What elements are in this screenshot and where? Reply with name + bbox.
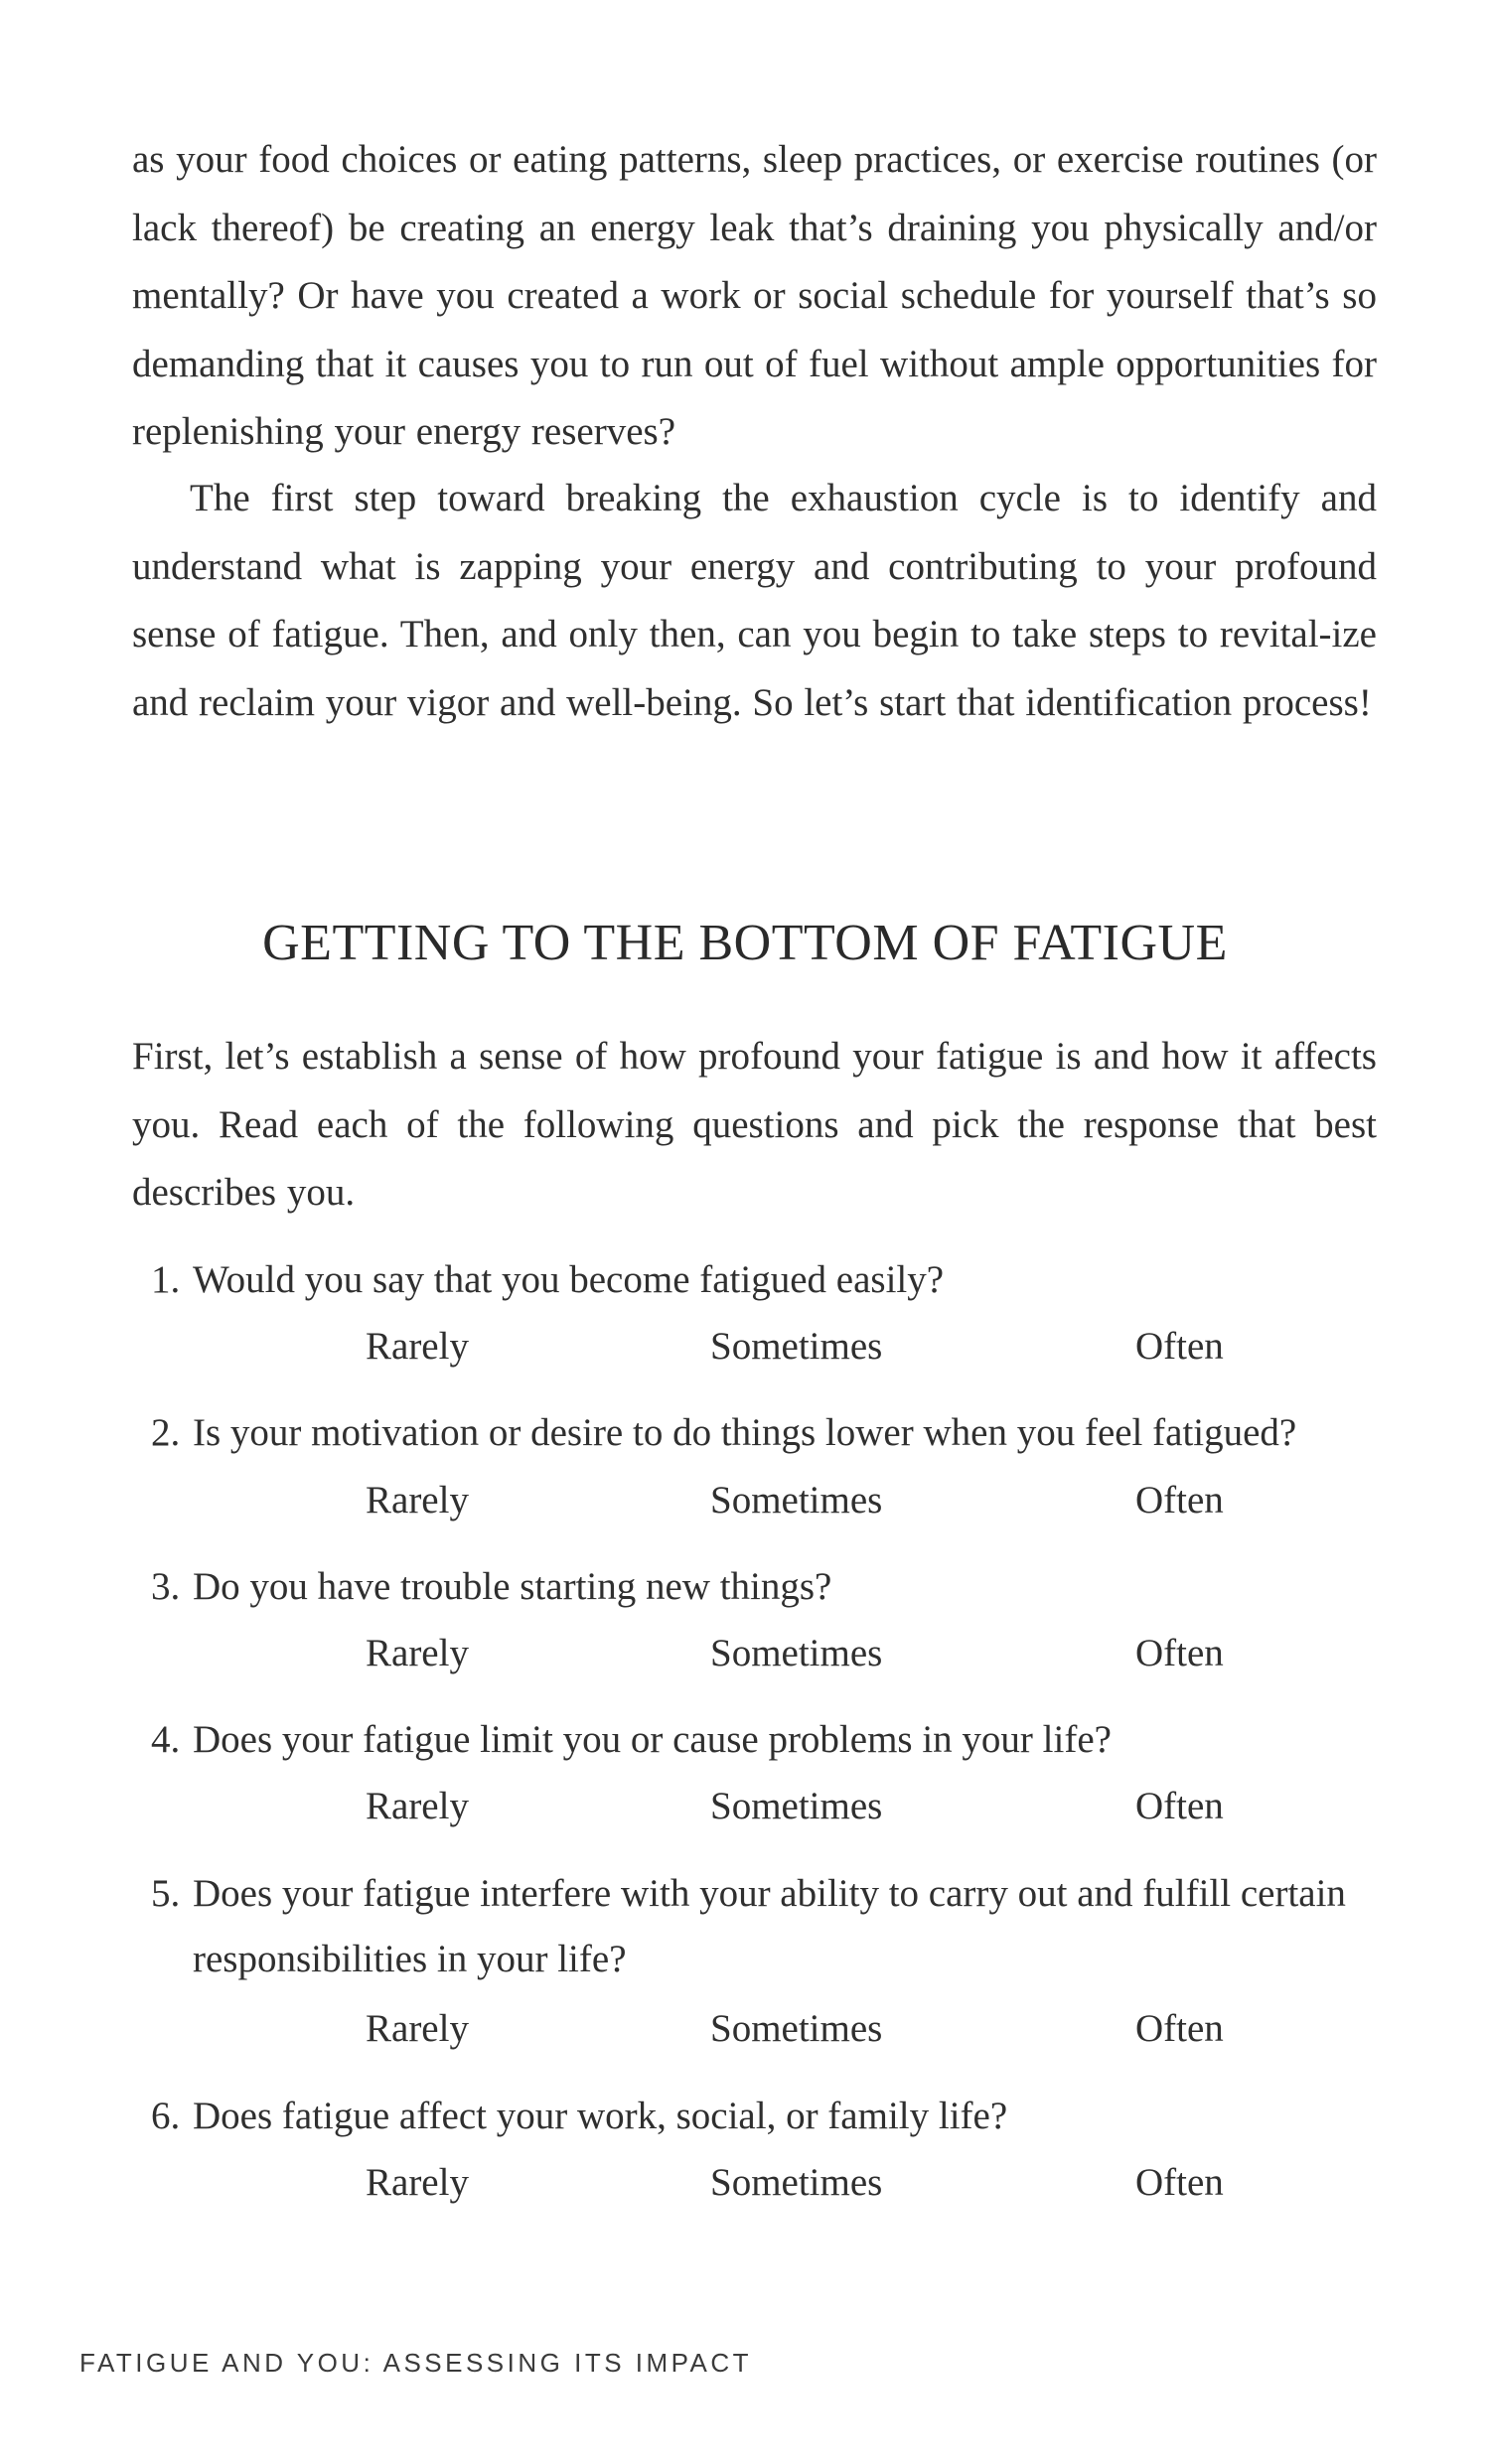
answer-options-3 [0,1621,1490,1686]
option-rarely[interactable]: Rarely [366,2161,469,2204]
question-text: Does your fatigue limit you or cause problems in your life? [193,1718,1112,1761]
option-rarely[interactable]: Rarely [366,1632,469,1674]
question-2 [151,1400,1393,1466]
question-text: Do you have trouble starting new things? [193,1565,832,1608]
question-1 [151,1247,1393,1313]
option-sometimes[interactable]: Sometimes [710,1785,883,1827]
question-text: Would you say that you become fatigued easily? [193,1258,945,1301]
option-rarely[interactable]: Rarely [366,2007,469,2050]
question-4 [151,1707,1393,1773]
option-often[interactable]: Often [1135,2007,1224,2050]
question-number: 3. [151,1565,181,1608]
question-text: Does fatigue affect your work, social, or family life? [193,2095,1008,2137]
option-sometimes[interactable]: Sometimes [710,1325,883,1368]
question-number: 4. [151,1718,181,1761]
option-often[interactable]: Often [1135,1632,1224,1674]
paragraph-first-step: The first step toward breaking the exhaustion cycle is to identify and understand what is zapping your energy and contributing to your profound sense of fatigue. Then, and only then, can you begin to take steps to revital-ize and reclaim your vigor and well-being. So let’s start that identification process! [132,477,1377,724]
option-often[interactable]: Often [1135,2161,1224,2204]
section-heading: GETTING TO THE BOTTOM OF FATIGUE [262,915,1228,971]
question-number: 2. [151,1411,181,1454]
question-text: Is your motivation or desire to do things lower when you feel fatigued? [193,1411,1297,1454]
answer-options-2 [0,1468,1490,1533]
question-6 [151,2084,1393,2149]
paragraph-continued: as your food choices or eating patterns, sleep practices, or exercise routines (or lack thereof) be creating an energy leak that’s draining you physically and/or mentally? Or have you created a work or social schedule for yourself that’s so demanding that it causes you to run out of fuel without ample opportunities for replenishing your energy reserves? [132,138,1377,453]
question-text: Does your fatigue interfere with your ability to carry out and fulfill certain responsibilities in your life? [193,1872,1346,1980]
question-number: 1. [151,1258,181,1301]
option-sometimes[interactable]: Sometimes [710,2161,883,2204]
option-rarely[interactable]: Rarely [366,1785,469,1827]
running-footer: FATIGUE AND YOU: ASSESSING ITS IMPACT [79,2348,753,2378]
question-5 [151,1861,1393,1992]
option-often[interactable]: Often [1135,1785,1224,1827]
answer-options-6 [0,2150,1490,2216]
option-sometimes[interactable]: Sometimes [710,1479,883,1522]
question-3 [151,1554,1393,1620]
answer-options-1 [0,1314,1490,1379]
option-sometimes[interactable]: Sometimes [710,2007,883,2050]
question-number: 6. [151,2095,181,2137]
option-often[interactable]: Often [1135,1479,1224,1522]
answer-options-5 [0,1996,1490,2062]
paragraph-instructions: First, let’s establish a sense of how profound your fatigue is and how it affects you. Read each of the following questions and pick the response that best describes you. [132,1035,1377,1214]
answer-options-4 [0,1774,1490,1839]
option-rarely[interactable]: Rarely [366,1479,469,1522]
option-rarely[interactable]: Rarely [366,1325,469,1368]
option-sometimes[interactable]: Sometimes [710,1632,883,1674]
question-number: 5. [151,1872,181,1915]
option-often[interactable]: Often [1135,1325,1224,1368]
